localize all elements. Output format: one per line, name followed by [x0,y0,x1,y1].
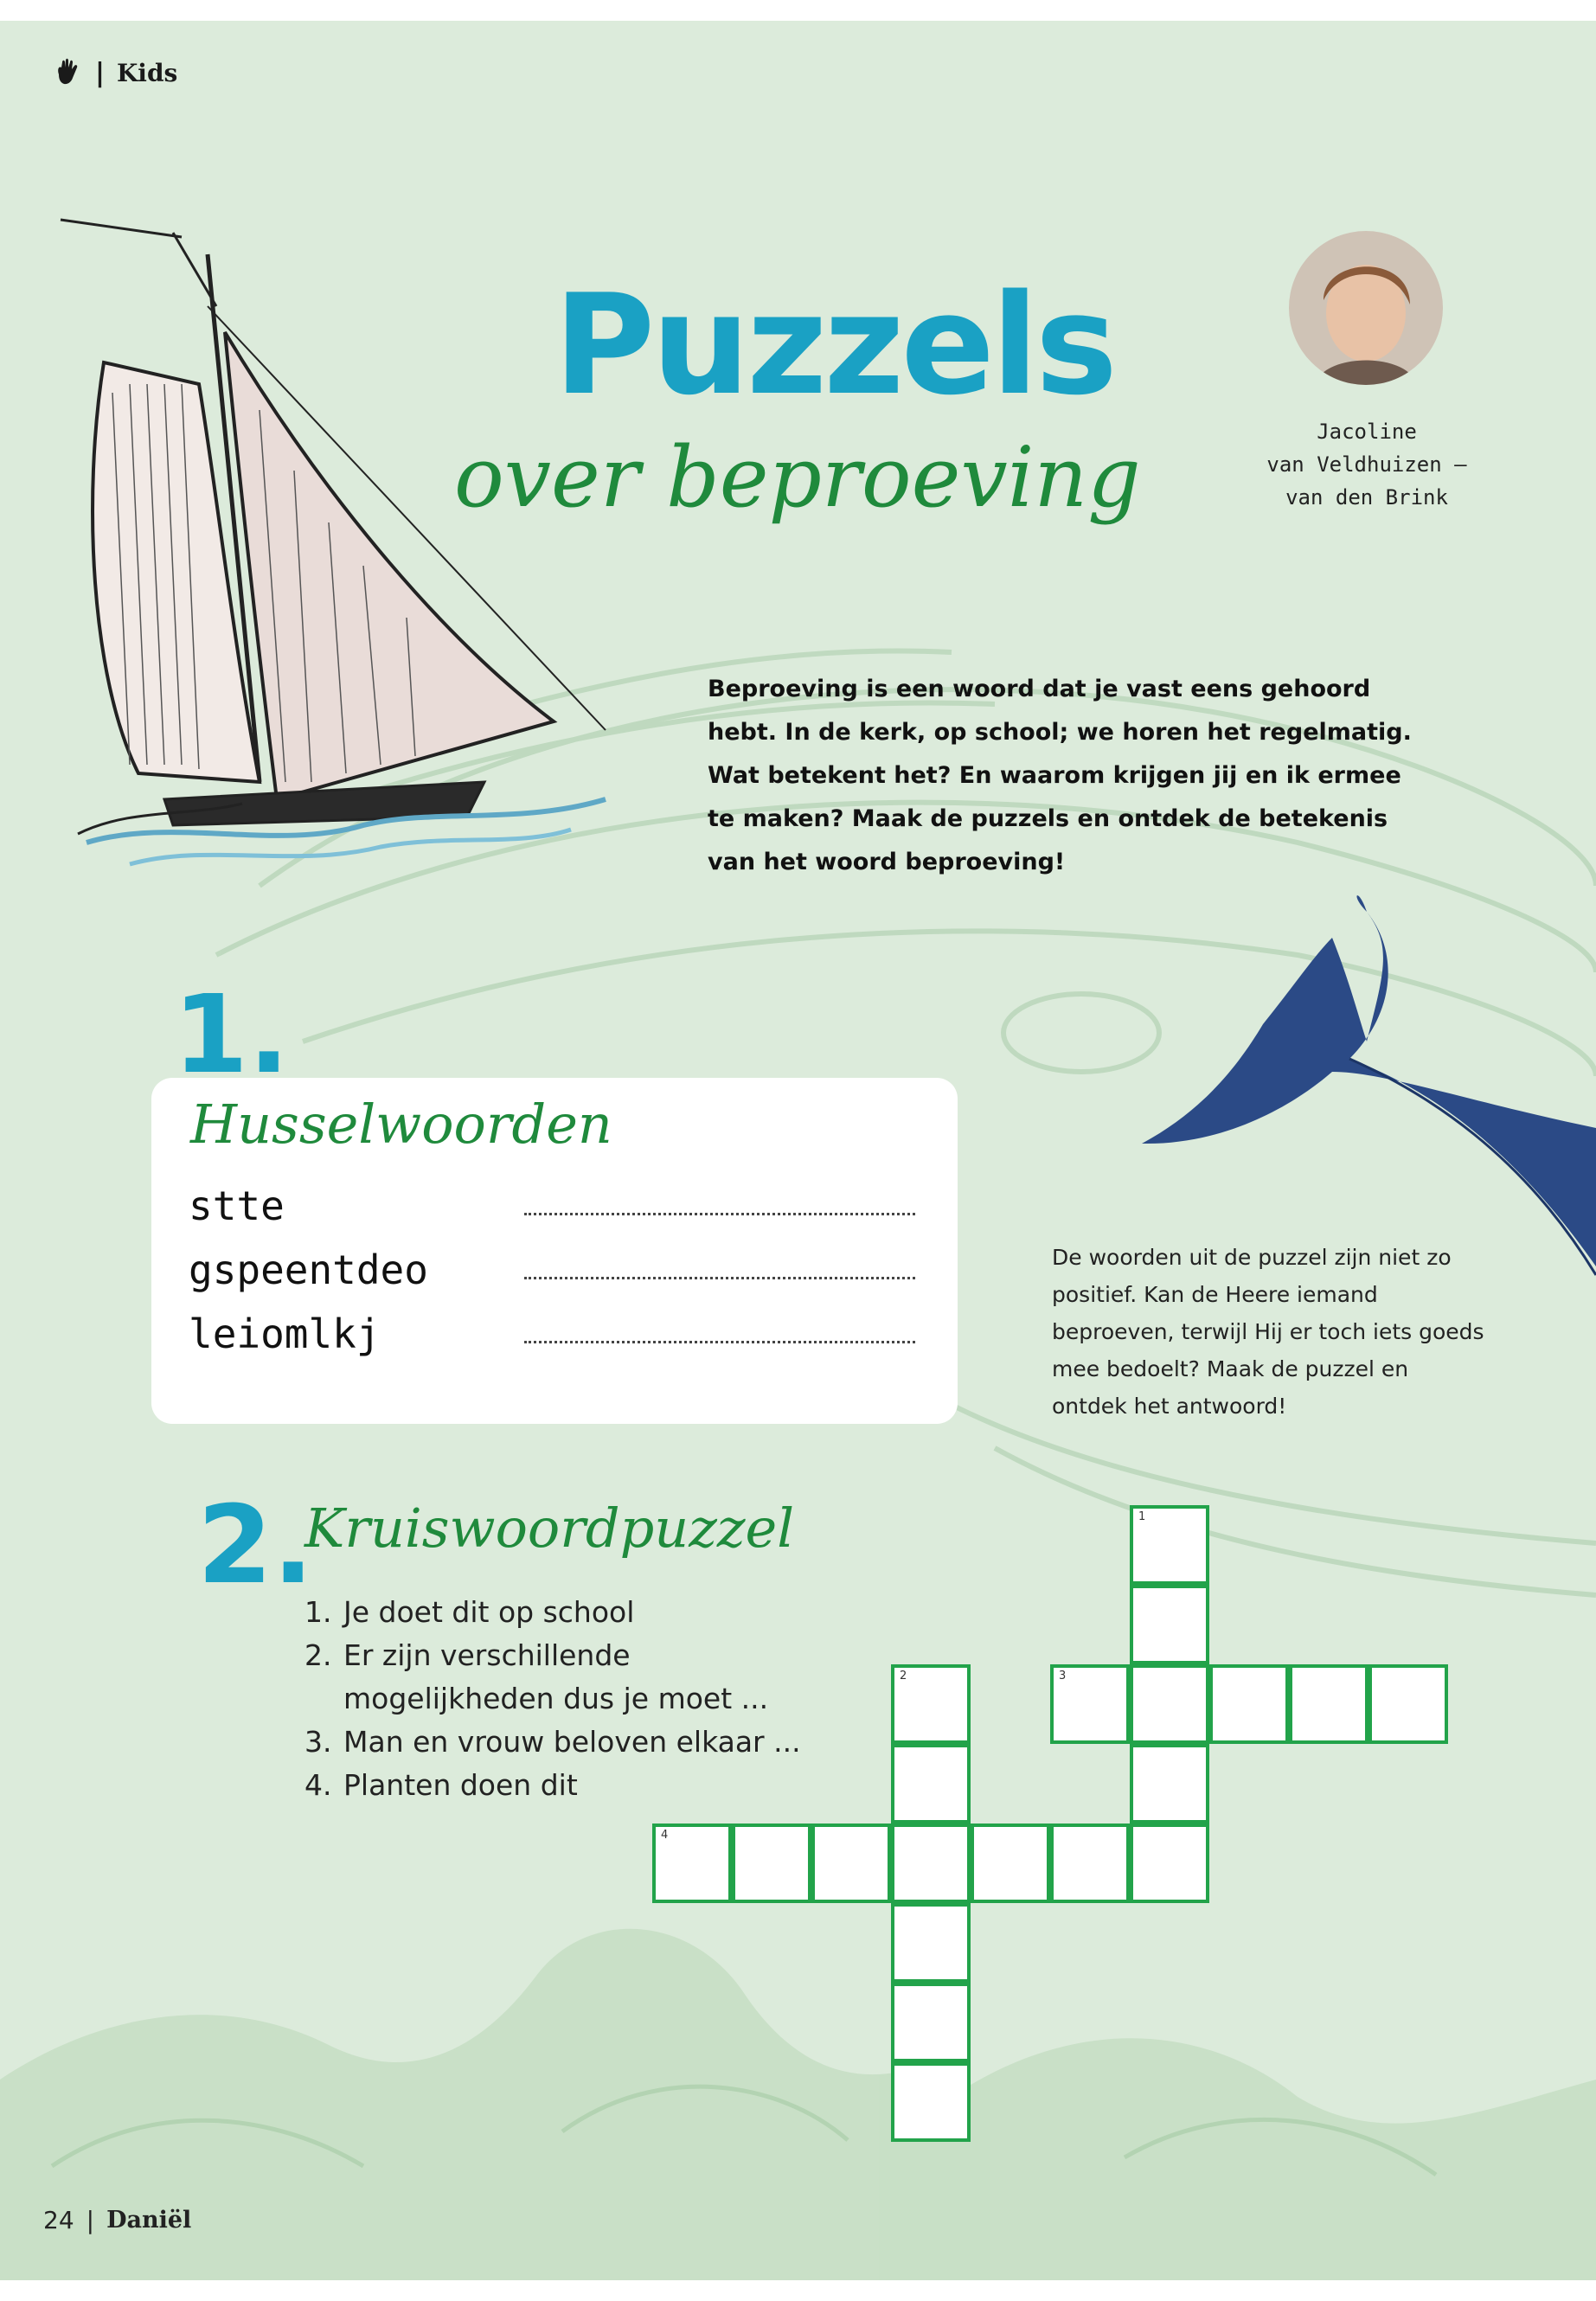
jumble-row [189,1180,915,1232]
crossword-cell[interactable] [811,1823,891,1903]
clue-number: 3. [304,1725,332,1759]
puzzle-1-number: 1. [173,972,290,1098]
clue-text: Je doet dit op school [343,1595,635,1629]
puzzle-1-title: Husselwoorden [190,1093,612,1156]
clue-item [304,1721,828,1764]
clue-text: Er zijn verschillende mogelijkheden dus je moet ... [343,1638,769,1715]
crossword-cell[interactable] [732,1823,811,1903]
crossword-cell[interactable] [1130,1664,1209,1744]
clue-text: Planten doen dit [343,1768,578,1802]
crossword-cell[interactable] [1130,1744,1209,1823]
answer-line[interactable] [524,1277,915,1279]
aside-text: De woorden uit de puzzel zijn niet zo positief. Kan de Heere iemand beproeven, terwijl Hij er toch iets goeds mee bedoelt? Maak de puzzel en ontdek het antwoord! [1052,1245,1484,1419]
jumble-word: stte [189,1183,285,1229]
clue-item [304,1764,828,1807]
author-line-1: Jacoline [1317,420,1417,444]
crossword-cell[interactable] [1130,1585,1209,1664]
crossword-cell[interactable] [1209,1664,1289,1744]
clue-text: Man en vrouw beloven elkaar ... [343,1725,801,1759]
author-line-3: van den Brink [1285,485,1448,510]
magazine-name: Daniël [106,2207,192,2234]
crossword-cell[interactable] [971,1823,1050,1903]
cell-number: 3 [1059,1670,1067,1682]
jumble-word: gspeentdeo [189,1247,428,1293]
answer-line[interactable] [524,1213,915,1215]
jumble-row [189,1308,915,1360]
whale-illustration [1142,895,1596,1275]
crossword-cell[interactable] [1130,1505,1209,1585]
clue-number: 1. [304,1595,332,1629]
clue-number: 4. [304,1768,332,1802]
crossword-cell[interactable] [891,1744,971,1823]
answer-line[interactable] [524,1341,915,1343]
puzzle-2-number: 2. [197,1483,314,1608]
footer-separator: | [86,2206,95,2234]
sailboat-illustration [61,220,606,864]
page-title: Puzzels [554,264,1115,426]
crossword-cell[interactable] [1050,1823,1130,1903]
crossword-cell[interactable] [1289,1664,1368,1744]
clue-item [304,1634,828,1721]
crossword-cell[interactable] [652,1823,732,1903]
crossword-cell[interactable] [891,1983,971,2062]
cell-number: 1 [1138,1510,1146,1523]
page-footer [43,2206,191,2234]
section-label: Kids [116,58,178,87]
author-line-2: van Veldhuizen – [1266,452,1467,477]
crossword-cell[interactable] [891,2062,971,2142]
page-number: 24 [43,2206,74,2234]
page-subtitle: over beproeving [454,429,1141,526]
jumble-word: leiomlkj [189,1311,381,1357]
intro-text: Beproeving is een woord dat je vast eens gehoord hebt. In de kerk, op school; we horen het regelmatig. Wat betekent het? En waarom krijgen jij en ik ermee te maken? Maak de puzzels en ontdek de betekenis van het woord beproeving! [708,676,1412,875]
header-separator: | [95,57,105,88]
crossword-cell[interactable] [1050,1664,1130,1744]
crossword-cell[interactable] [1368,1664,1448,1744]
magazine-page [0,21,1596,2280]
author-avatar [1289,231,1443,385]
jumble-row [189,1244,915,1296]
author-name [1228,415,1505,514]
cell-number: 4 [661,1829,669,1842]
cell-number: 2 [900,1670,907,1682]
crossword-cell[interactable] [1130,1823,1209,1903]
crossword-cell[interactable] [891,1664,971,1744]
page-header [52,57,177,88]
clue-item [304,1591,828,1634]
clue-number: 2. [304,1638,332,1672]
crossword-cell[interactable] [891,1823,971,1903]
puzzle-2-title: Kruiswoordpuzzel [304,1497,795,1560]
hand-icon [52,57,83,88]
crossword-cell[interactable] [891,1903,971,1983]
crossword-clues [304,1591,828,1807]
